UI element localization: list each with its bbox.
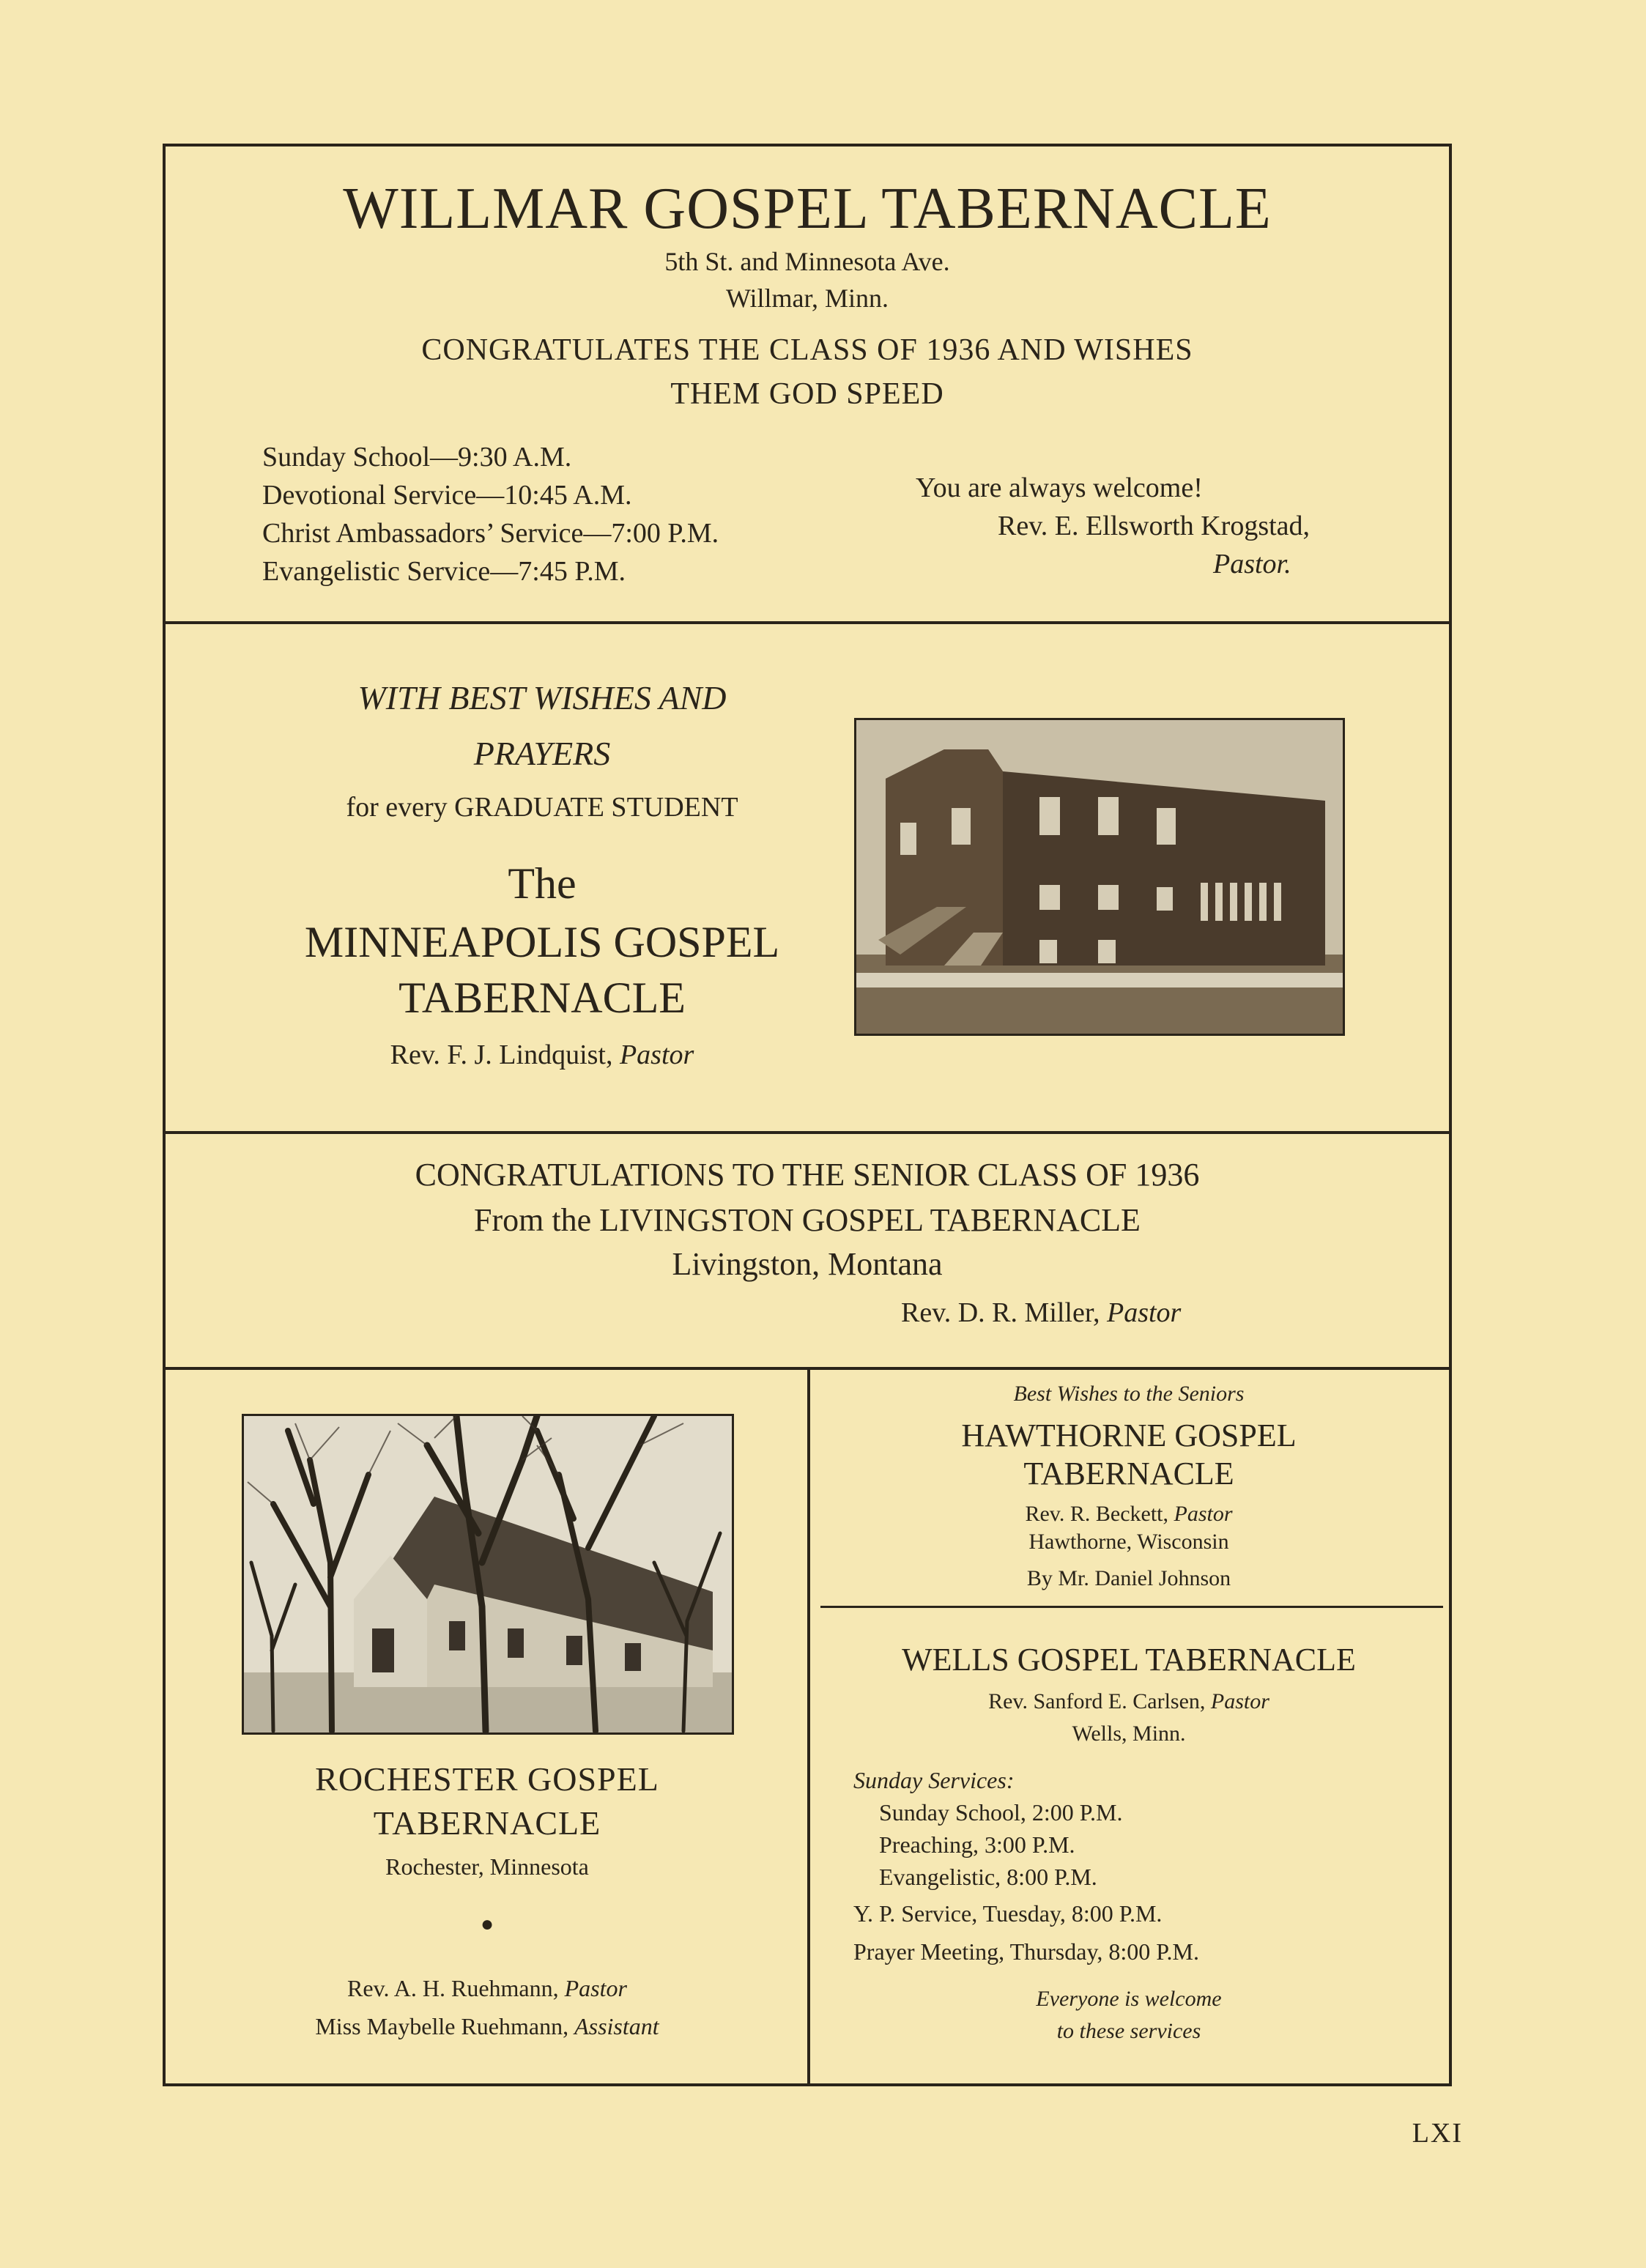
willmar-address: 5th St. and Minnesota Ave. <box>664 247 950 276</box>
page-number: LXI <box>1412 2118 1463 2149</box>
wells-pastor <box>812 1689 1446 1714</box>
hawthorne-by: By Mr. Daniel Johnson <box>1026 1566 1231 1590</box>
rochester-assistant-name: Miss Maybelle Ruehmann, <box>315 2013 569 2039</box>
hawthorne-name-2: TABERNACLE <box>1023 1456 1234 1491</box>
livingston-pastor <box>901 1297 1181 1329</box>
minneapolis-the: The <box>508 859 577 908</box>
wells-sunday-list <box>879 1796 1122 1893</box>
rochester-pastor-title: Pastor <box>564 1975 627 2001</box>
livingston-pastor-name: Rev. D. R. Miller, <box>901 1297 1100 1328</box>
wells-title: WELLS GOSPEL TABERNACLE <box>902 1642 1356 1678</box>
rochester-pastor <box>168 1975 806 2002</box>
wells-sunday-item: Sunday School, 2:00 P.M. <box>879 1799 1123 1826</box>
willmar-congrats-2: THEM GOD SPEED <box>670 377 944 411</box>
minneapolis-for-line: for every GRADUATE STUDENT <box>346 792 738 823</box>
wells-prayer: Prayer Meeting, Thursday, 8:00 P.M. <box>853 1938 1199 1965</box>
rochester-name-1: ROCHESTER GOSPEL <box>315 1760 659 1798</box>
willmar-congrats-1: CONGRATULATES THE CLASS OF 1936 AND WISHES <box>421 333 1193 367</box>
wells-pastor-title: Pastor <box>1210 1689 1269 1713</box>
hawthorne-pastor <box>812 1502 1446 1527</box>
hawthorne-pastor-title: Pastor <box>1174 1502 1233 1526</box>
wells-welcome-2: to these services <box>1056 2019 1201 2043</box>
schedule-item: Evangelistic Service—7:45 P.M. <box>262 556 626 587</box>
willmar-pastor-name: Rev. E. Ellsworth Krogstad, <box>998 511 1311 541</box>
minneapolis-wish-2: PRAYERS <box>473 735 611 772</box>
minneapolis-name-2: TABERNACLE <box>398 974 686 1022</box>
minneapolis-pastor-name: Rev. F. J. Lindquist, <box>390 1040 613 1070</box>
rochester-name-2: TABERNACLE <box>373 1804 601 1842</box>
hawthorne-city: Hawthorne, Wisconsin <box>1028 1530 1229 1554</box>
wells-sunday-item: Preaching, 3:00 P.M. <box>879 1831 1075 1858</box>
livingston-line-1: CONGRATULATIONS TO THE SENIOR CLASS OF 1936 <box>415 1157 1200 1193</box>
hawthorne-wish: Best Wishes to the Seniors <box>1013 1382 1245 1406</box>
wells-welcome-1: Everyone is welcome <box>1036 1987 1222 2011</box>
willmar-pastor-title: Pastor. <box>1213 549 1291 579</box>
willmar-welcome: You are always welcome! <box>916 472 1203 503</box>
wells-pastor-name: Rev. Sanford E. Carlsen, <box>988 1689 1206 1713</box>
rochester-city: Rochester, Minnesota <box>385 1853 589 1880</box>
willmar-title: WILLMAR GOSPEL TABERNACLE <box>343 177 1272 241</box>
hawthorne-name-1: HAWTHORNE GOSPEL <box>961 1418 1297 1453</box>
willmar-schedule <box>262 438 719 590</box>
wells-sunday-label: Sunday Services: <box>853 1767 1015 1793</box>
willmar-welcome-block <box>916 469 1310 583</box>
rochester-assistant <box>168 2013 806 2040</box>
minneapolis-pastor-title: Pastor <box>619 1040 694 1070</box>
wells-sunday-item: Evangelistic, 8:00 P.M. <box>879 1864 1097 1890</box>
livingston-pastor-title: Pastor <box>1107 1297 1182 1328</box>
schedule-item: Devotional Service—10:45 A.M. <box>262 480 632 511</box>
minneapolis-name-1: MINNEAPOLIS GOSPEL <box>304 918 780 966</box>
livingston-line-2: From the LIVINGSTON GOSPEL TABERNACLE <box>474 1202 1141 1238</box>
bullet-icon: ● <box>480 1912 494 1936</box>
rochester-pastor-name: Rev. A. H. Ruehmann, <box>347 1975 559 2001</box>
wells-city: Wells, Minn. <box>1072 1722 1186 1746</box>
minneapolis-pastor <box>242 1039 842 1071</box>
wells-yp: Y. P. Service, Tuesday, 8:00 P.M. <box>853 1900 1163 1927</box>
willmar-city: Willmar, Minn. <box>725 284 889 313</box>
divider-vertical <box>807 1367 810 2083</box>
minneapolis-wish-1: WITH BEST WISHES AND <box>357 679 727 716</box>
hawthorne-pastor-name: Rev. R. Beckett, <box>1025 1502 1168 1526</box>
divider-2 <box>163 1131 1452 1134</box>
divider-right-col <box>820 1606 1443 1608</box>
schedule-item: Sunday School—9:30 A.M. <box>262 442 572 472</box>
livingston-city: Livingston, Montana <box>672 1246 943 1282</box>
rochester-assistant-title: Assistant <box>574 2013 659 2039</box>
rochester-church-photo <box>242 1414 734 1735</box>
schedule-item: Christ Ambassadors’ Service—7:00 P.M. <box>262 518 719 549</box>
divider-1 <box>163 621 1452 624</box>
minneapolis-church-photo <box>854 718 1345 1036</box>
